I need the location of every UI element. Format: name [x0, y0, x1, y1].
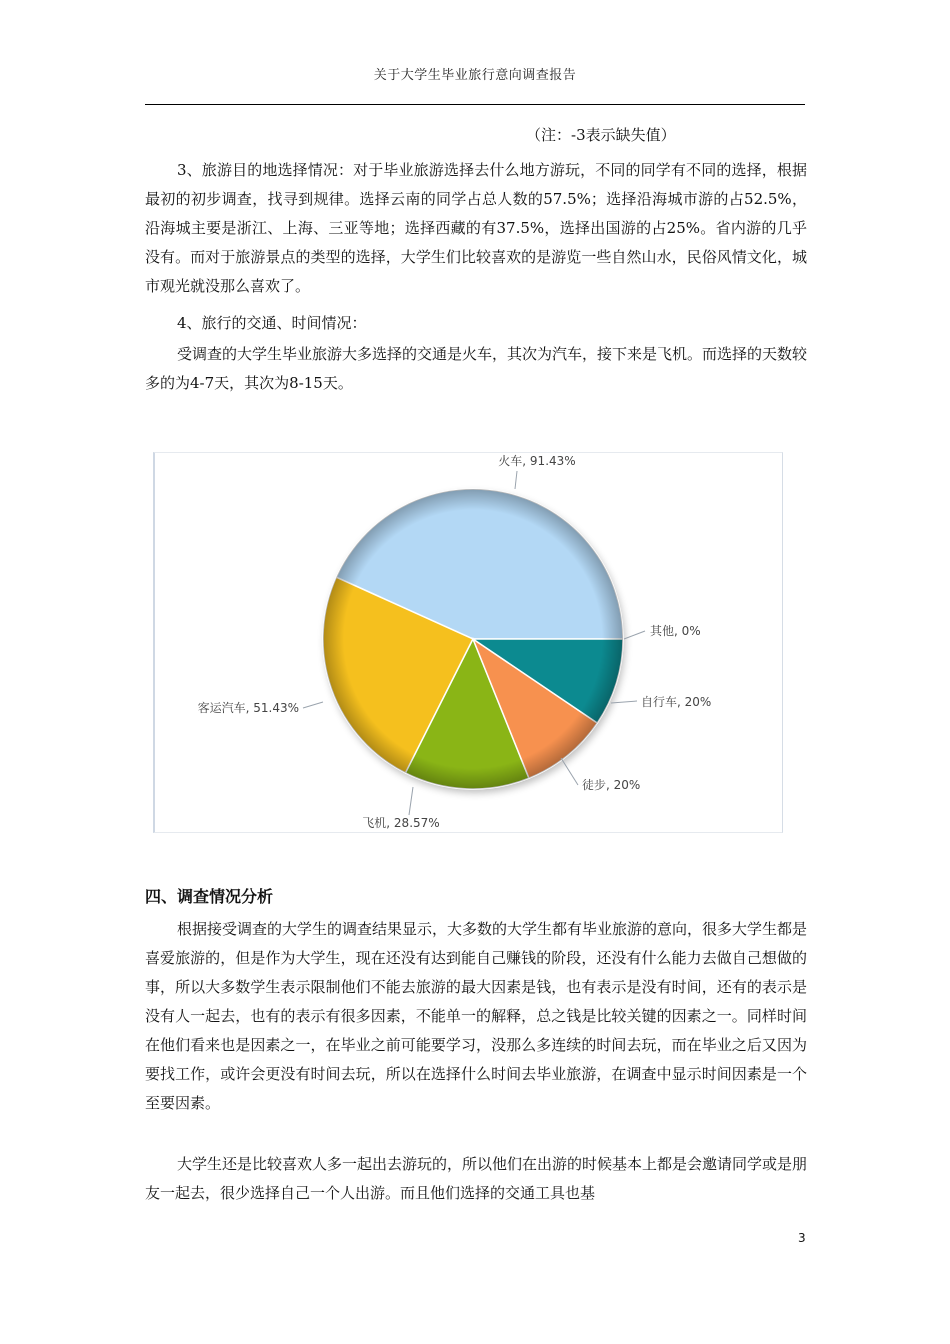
section3-paragraph: 3、旅游目的地选择情况：对于毕业旅游选择去什么地方游玩，不同的同学有不同的选择，根据最初的初步调查，找寻到规律。选择云南的同学占总人数的57.5%；选择沿海城市游的占52.5%，沿海城主要是浙江、上海、三亚等地；选择西藏的有37.5%，选择出国游的占25%。省内游的几乎没有。而对于旅游景点的类型的选择，大学生们比较喜欢的是游览一些自然山水，民俗风情文化，城市观光就没那么喜欢了。 — [145, 161, 807, 295]
pie-data-label-0: 火车, 91.43% — [498, 454, 576, 468]
pie-data-label-3: 徒步, 20% — [582, 778, 641, 792]
pie-data-label-1: 其他, 0% — [650, 624, 701, 638]
analysis-heading: 四、调查情况分析 — [145, 887, 274, 906]
pie-rim-shade — [323, 489, 623, 789]
page-header-title: 关于大学生毕业旅行意向调查报告 — [373, 68, 577, 83]
page-number: 3 — [798, 1231, 806, 1245]
pie-leader-line-4 — [409, 787, 413, 815]
pie-leader-line-3 — [561, 758, 578, 785]
transport-pie-chart — [153, 452, 783, 833]
pie-chart-svg — [155, 453, 785, 834]
header-rule — [145, 104, 805, 105]
pie-leader-line-5 — [303, 702, 323, 708]
pie-data-label-2: 自行车, 20% — [641, 695, 712, 709]
pie-leader-line-0 — [515, 471, 517, 489]
analysis-paragraph-2: 大学生还是比较喜欢人多一起出去游玩的，所以他们在出游的时候基本上都是会邀请同学或是朋友一起去，很少选择自己一个人出游。而且他们选择的交通工具也基 — [145, 1155, 808, 1202]
missing-value-note: （注：-3表示缺失值） — [526, 126, 676, 144]
section4-title: 4、旅行的交通、时间情况： — [177, 314, 367, 332]
pie-data-label-4: 飞机, 28.57% — [362, 816, 440, 830]
pie-leader-line-1 — [624, 631, 645, 639]
analysis-paragraph-1: 根据接受调查的大学生的调查结果显示，大多数的大学生都有毕业旅游的意向，很多大学生都是喜爱旅游的，但是作为大学生，现在还没有达到能自己赚钱的阶段，还没有什么能力去做自己想做的事，所以大多数学生表示限制他们不能去旅游的最大因素是钱，也有表示是没有时间，还有的表示是没有人一起去，也有的表示有很多因素，不能单一的解释，总之钱是比较关键的因素之一。同样时间在他们看来也是因素之一，在毕业之前可能要学习，没那么多连续的时间去玩，而在毕业之后又因为要找工作，或许会更没有时间去玩，所以在选择什么时间去毕业旅游，在调查中显示时间因素是一个至要因素。 — [145, 920, 808, 1112]
pie-data-label-5: 客运汽车, 51.43% — [197, 701, 299, 715]
section4-paragraph: 受调查的大学生毕业旅游大多选择的交通是火车，其次为汽车，接下来是飞机。而选择的天数较多的为4-7天，其次为8-15天。 — [145, 345, 808, 392]
pie-leader-line-2 — [611, 701, 637, 703]
